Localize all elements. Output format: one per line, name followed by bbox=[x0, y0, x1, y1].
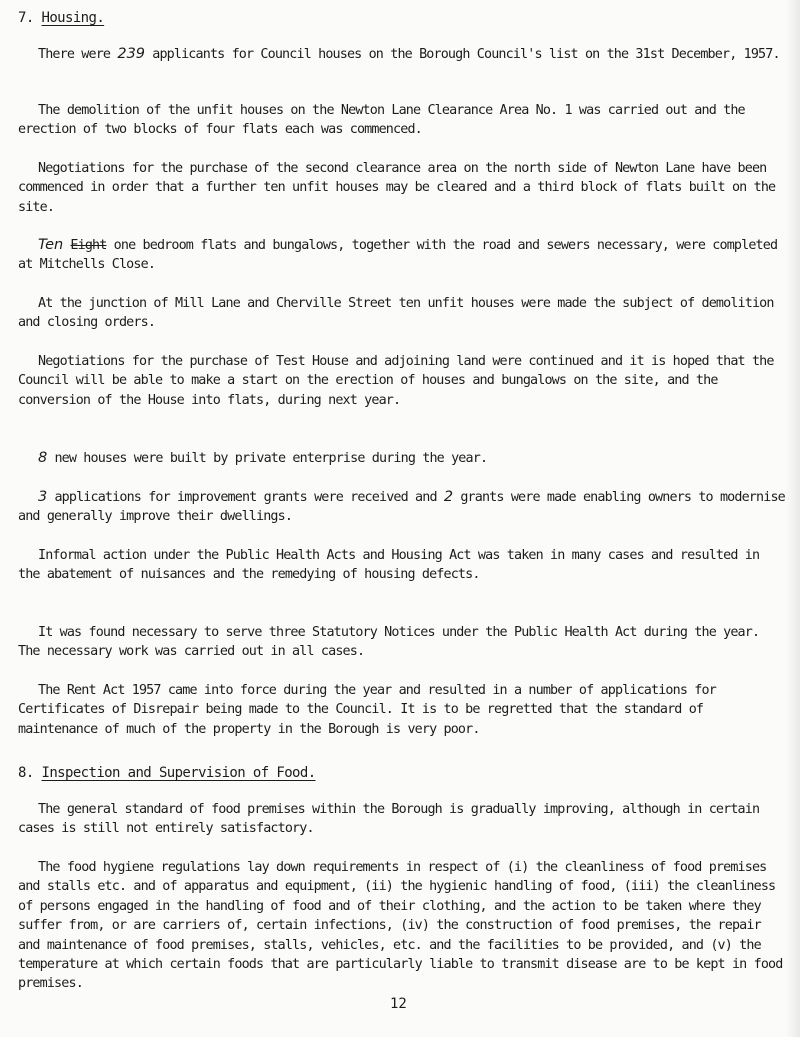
paragraph-private-houses: 8 new houses were built by private enterprise during the year. bbox=[38, 450, 488, 466]
paragraph-flats-completed: Ten Eight one bedroom flats and bungalows, together with the road and sewers necessary, were completed at Mitchells Close. bbox=[18, 237, 778, 273]
paragraph-negotiations-clearance: Negotiations for the purchase of the second clearance area on the north side of Newton Lane have been commenced in order that a further ten unfit houses may be cleared and a third block of flats built on the site. bbox=[18, 161, 776, 215]
paragraph-statutory-notices: It was found necessary to serve three Statutory Notices under the Public Health Act during the year. The necessary work was carried out in all cases. bbox=[18, 625, 760, 660]
page-number: 12 bbox=[390, 996, 407, 1012]
paragraph-demolition: The demolition of the unfit houses on the Newton Lane Clearance Area No. 1 was carried out and the erection of two blocks of four flats each was commenced. bbox=[18, 103, 745, 138]
paragraph-informal-action: Informal action under the Public Health Acts and Housing Act was taken in many cases and resulted in the abatement of nuisances and the remedying of housing defects. bbox=[18, 548, 760, 583]
paragraph-food-standard: The general standard of food premises within the Borough is gradually improving, although in certain cases is still not entirely satisfactory. bbox=[18, 802, 760, 837]
paragraph-mill-lane: At the junction of Mill Lane and Cherville Street ten unfit houses were made the subject of demolition and closing orders. bbox=[18, 296, 774, 331]
section-7-heading bbox=[18, 10, 104, 26]
handwritten-ten: Ten bbox=[38, 237, 64, 253]
handwritten-two: 2 bbox=[443, 489, 454, 505]
paragraph-rent-act: The Rent Act 1957 came into force during the year and resulted in a number of applications for Certificates of Disrepair being made to the Council. It is to be regretted that the standard of maintenance of much of the property in the Borough is very poor. bbox=[18, 683, 716, 737]
section-8-title: Inspection and Supervision of Food. bbox=[41, 765, 316, 781]
paragraph-improvement-grants: 3 applications for improvement grants were received and 2 grants were made enabling owners to modernise and generally improve their dwellings. bbox=[18, 489, 785, 525]
handwritten-eight: 8 bbox=[38, 450, 48, 466]
section-7-title: Housing. bbox=[41, 10, 105, 26]
page-edge-shadow bbox=[786, 0, 800, 1037]
handwritten-applicant-count: 239 bbox=[117, 46, 146, 62]
section-8-number: 8. bbox=[18, 765, 34, 781]
paragraph-food-hygiene-regulations: The food hygiene regulations lay down requirements in respect of (i) the cleanliness of food premises and stalls etc. and of apparatus and equipment, (ii) the hygienic handling of food, (iii) the cleanliness of persons engaged in the handling of food and of their clothing, and the action to be taken where they suffer from, or are carriers of, certain infections, (iv) the construction of food premises, the repair and maintenance of food premises, stalls, vehicles, etc. and the facilities to be provided, and (v) the temperature at which certain foods that are particularly liable to transmit disease are to be kept in food premises. bbox=[18, 860, 783, 992]
paragraph-test-house: Negotiations for the purchase of Test House and adjoining land were continued and it is hoped that the Council will be able to make a start on the erection of houses and bungalows on the site, and the conversion of the House into flats, during next year. bbox=[18, 354, 774, 408]
struck-eight: Eight bbox=[70, 238, 107, 253]
section-8-heading bbox=[18, 765, 316, 781]
handwritten-three: 3 bbox=[38, 489, 48, 505]
section-7-number: 7. bbox=[18, 10, 34, 26]
paragraph-applicants: There were 239 applicants for Council houses on the Borough Council's list on the 31st December, 1957. bbox=[38, 46, 780, 62]
